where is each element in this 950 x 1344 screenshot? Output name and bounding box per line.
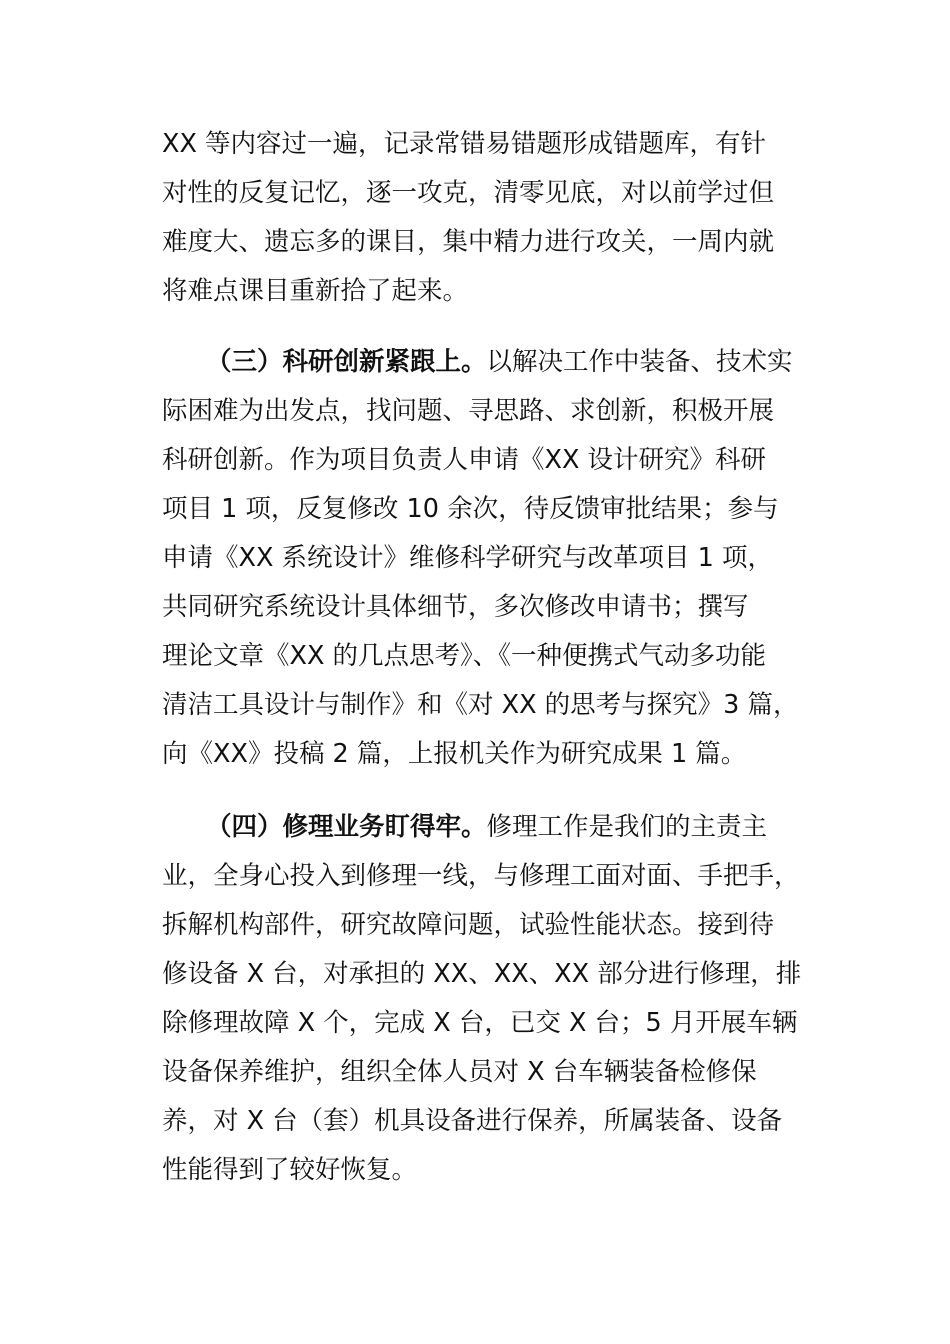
paragraph-repair-work: [162, 803, 802, 1195]
paragraph-line: 共同研究系统设计具体细节，多次修改申请书；撰写: [162, 592, 749, 622]
paragraph-line: 理论文章《XX 的几点思考》、《一种便携式气动多功能: [162, 641, 767, 671]
paragraph-line: 科研创新。作为项目负责人申请《XX 设计研究》科研: [162, 445, 767, 475]
paragraph-line: 向《XX》投稿 2 篇，上报机关作为研究成果 1 篇。: [162, 739, 747, 769]
paragraph-line: 修设备 X 台，对承担的 XX、XX、XX 部分进行修理，排: [162, 959, 802, 989]
paragraph-line: 对性的反复记忆，逐一攻克，清零见底，对以前学过但: [162, 178, 775, 208]
paragraph-line: 清洁工具设计与制作》和《对 XX 的思考与探究》3 篇，: [162, 690, 799, 720]
paragraph-study-review: [162, 120, 802, 316]
paragraph-first-line: [162, 338, 802, 387]
paragraph-line: 修理工作是我们的主责主: [486, 812, 768, 842]
paragraph-line: 拆解机构部件，研究故障问题，试验性能状态。接到待: [162, 910, 775, 940]
paragraph-line: 际困难为出发点，找问题、寻思路、求创新，积极开展: [162, 396, 775, 426]
paragraph-line: 项目 1 项，反复修改 10 余次，待反馈审批结果；参与: [162, 494, 779, 524]
paragraph-line: 设备保养维护，组织全体人员对 X 台车辆装备检修保: [162, 1057, 757, 1087]
paragraph-line: 除修理故障 X 个，完成 X 台，已交 X 台；5 月开展车辆: [162, 1008, 798, 1038]
paragraph-line: 业，全身心投入到修理一线，与修理工面对面、手把手，: [162, 861, 800, 891]
section-heading: （四）修理业务盯得牢。: [206, 812, 487, 842]
paragraph-line: 养，对 X 台（套）机具设备进行保养，所属装备、设备: [162, 1106, 783, 1136]
paragraph-line: 将难点课目重新拾了起来。: [162, 276, 469, 306]
section-heading: （三）科研创新紧跟上。: [206, 347, 487, 377]
paragraph-line: 以解决工作中装备、技术实: [486, 347, 793, 377]
paragraph-line: 申请《XX 系统设计》维修科学研究与改革项目 1 项，: [162, 543, 773, 573]
paragraph-line: 难度大、遗忘多的课目，集中精力进行攻关，一周内就: [162, 227, 775, 257]
paragraph-research-innovation: [162, 338, 802, 779]
paragraph-first-line: [162, 803, 802, 852]
paragraph-line: 性能得到了较好恢复。: [162, 1155, 418, 1185]
paragraph-line: XX 等内容过一遍，记录常错易错题形成错题库，有针: [162, 129, 767, 159]
